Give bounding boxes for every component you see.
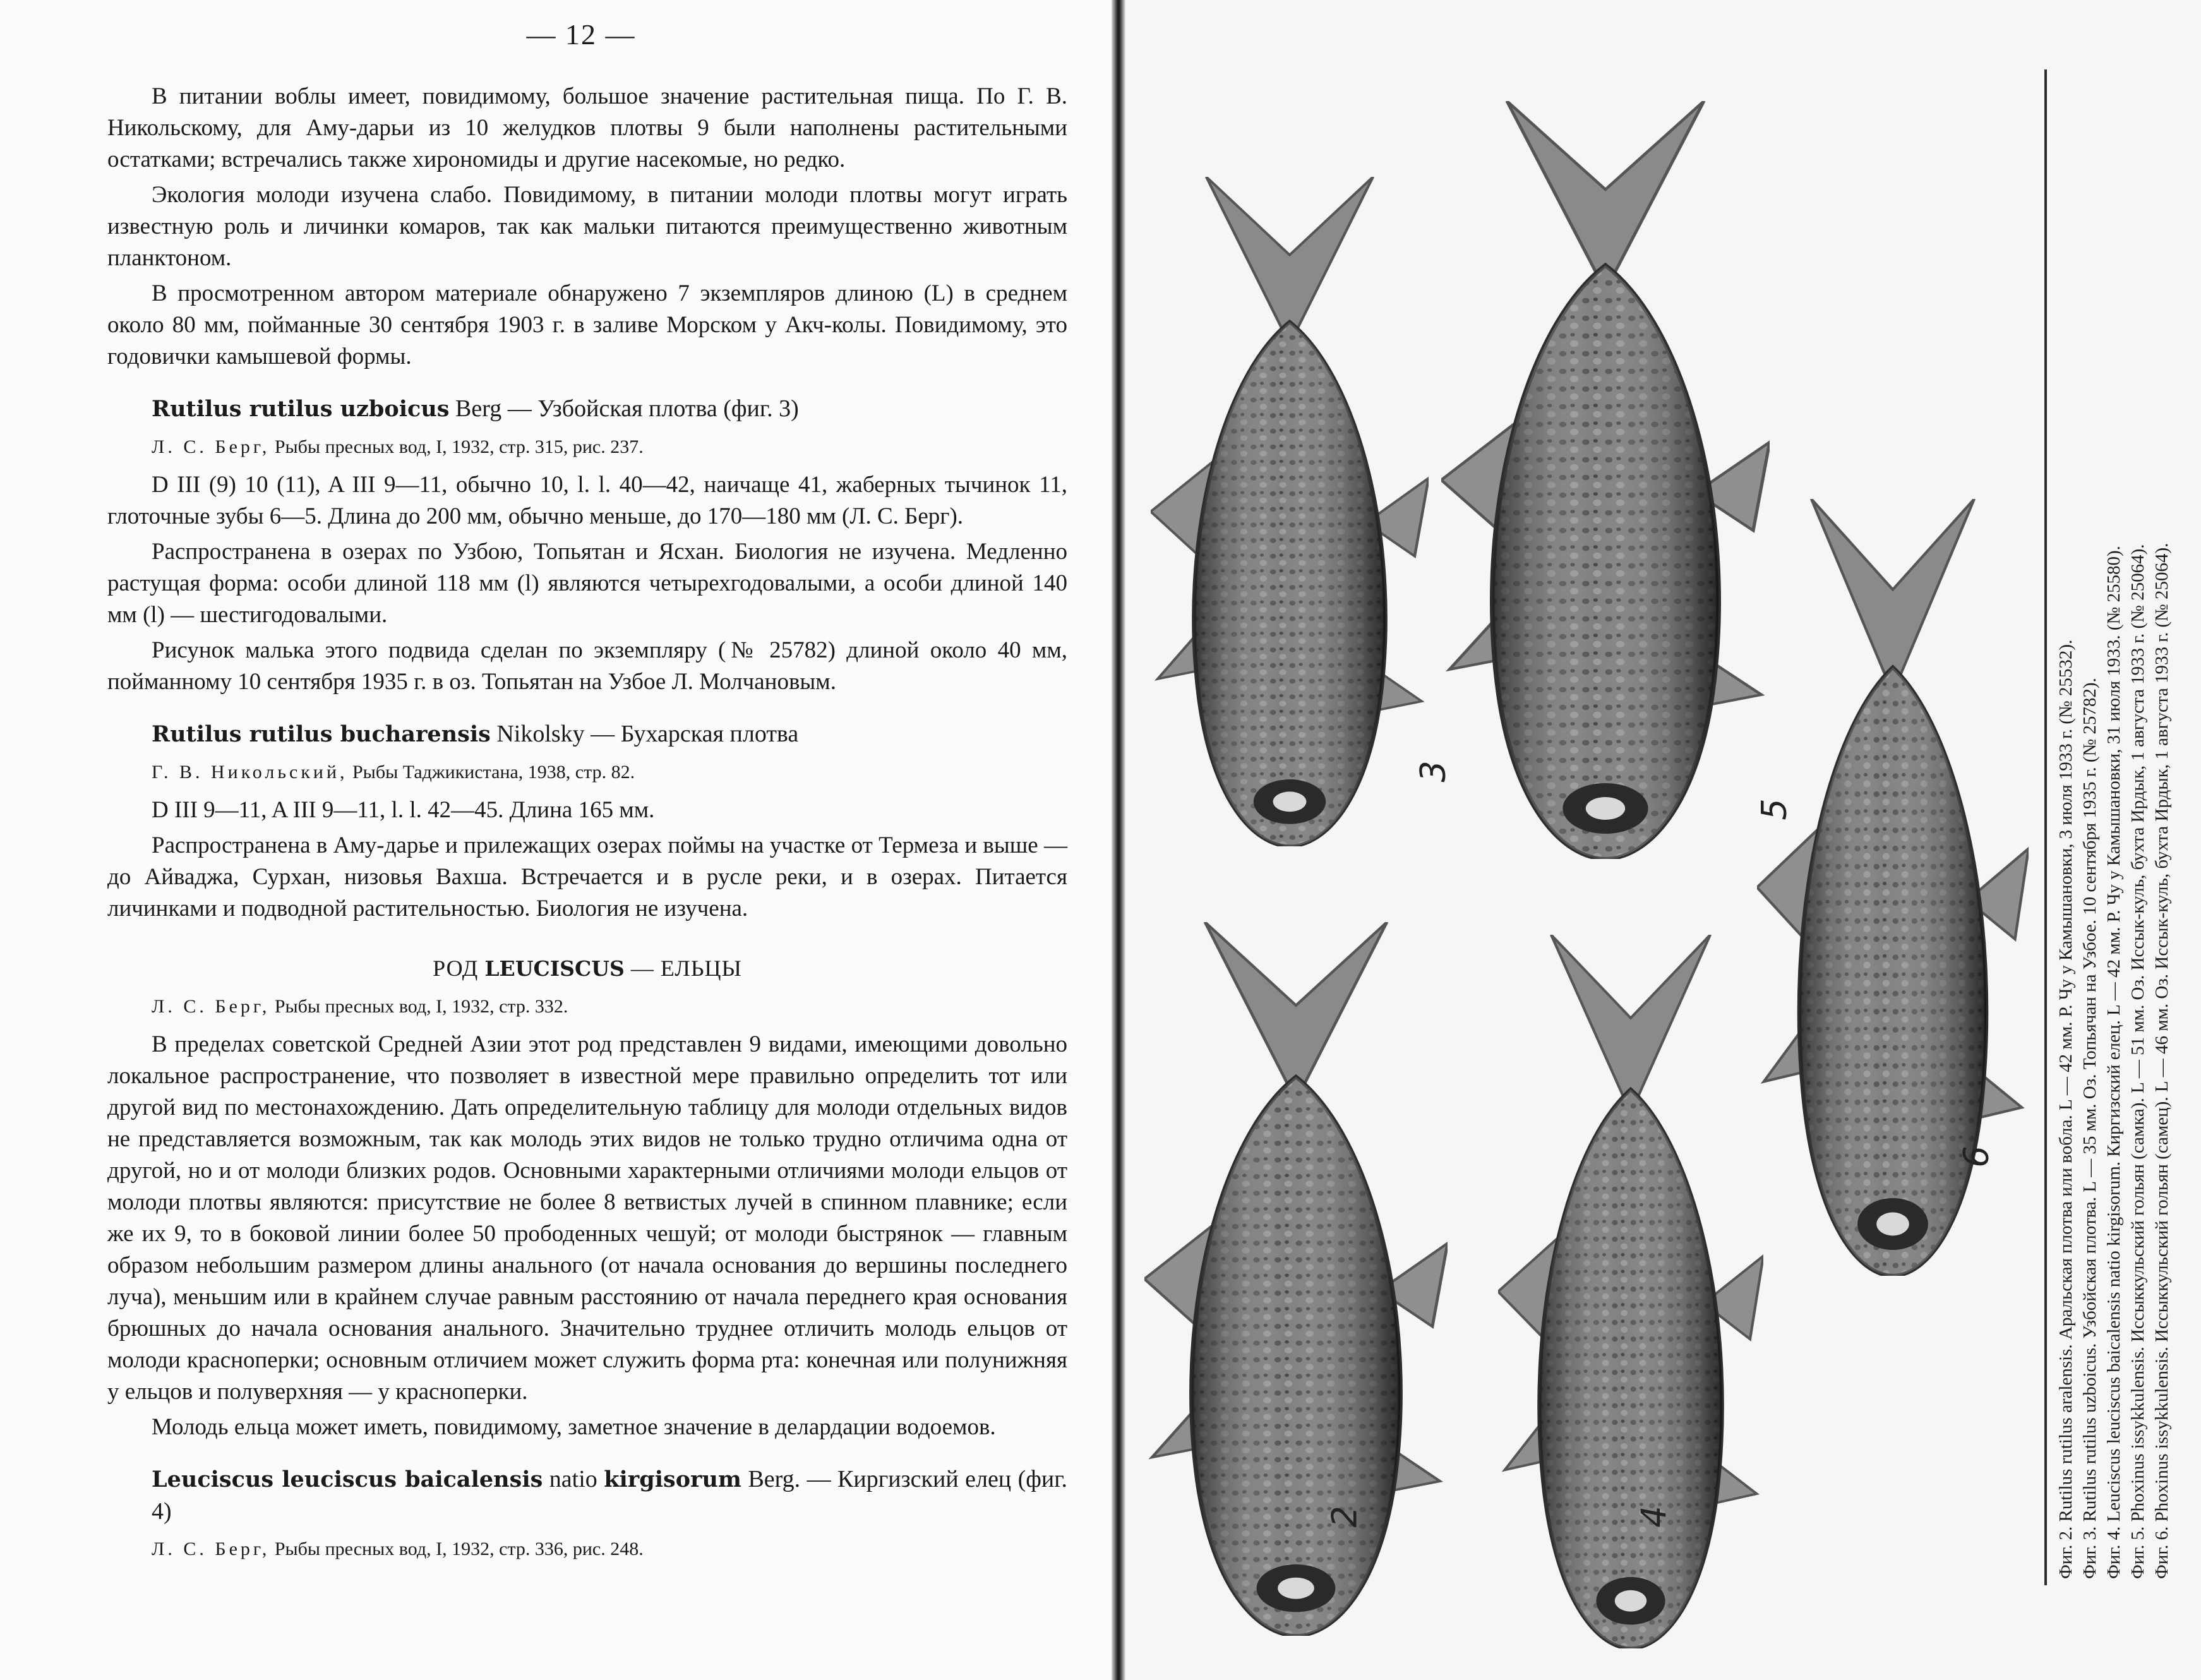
caption-fig-6: Фиг. 6. Phoxinus issykkulensis. Иссыккульский гольян (самец). L — 46 мм. Оз. Иссык-куль, бухта Ирдык, 1 августа 1933 г. (№ 25064). (2152, 543, 2172, 1579)
reference-source: Рыбы пресных вод, I, 1932, стр. 315, рис. 237. (270, 436, 644, 457)
caption-fig-3: Фиг. 3. Rutilus rutilus uzboicus. Узбойская плотва. L — 35 мм. Оз. Топьячан на Узбое. 10 сентября 1935 г. (№ 25782). (2080, 678, 2100, 1579)
paragraph-vobla-feeding: В питании воблы имеет, повидимому, большое значение растительная пища. По Г. В. Никольскому, для Аму-дарьи из 10 желудков плотвы 9 были наполнены растительными остатками; встречались также хирономиды и другие насекомые, но редко. (107, 83, 1067, 172)
figure-captions (2054, 101, 2199, 1579)
figure-number-6: 6 (1956, 1146, 1996, 1168)
paragraph-juvenile-ecology: Экология молоди изучена слабо. Повидимому, в питании молоди плотвы могут играть известную роль и личинки комаров, так как мальки питаются преимущественно животным планктоном. (107, 182, 1067, 271)
fish-figure-5 (1441, 101, 1770, 859)
species-natio-name: kirgisorum (604, 1467, 741, 1492)
paragraph-bucharensis-distribution: Распространена в Аму-дарье и прилежащих озерах поймы на участке от Термеза и выше — до Айваджа, Сурхан, низовья Вахша. Встречается и в русле реки, и в озерах. Питается личинками и подводной растительностью. Биология не изучена. (107, 832, 1067, 921)
species-name: Rutilus rutilus bucharensis (152, 721, 491, 747)
genus-prefix: РОД (433, 956, 485, 981)
species-common-name: — Киргизский елец (фиг. 4) (152, 1466, 1068, 1525)
fish-figure-2 (1144, 922, 1448, 1636)
page-number: — 12 — (526, 18, 636, 51)
genus-common-name: — ЕЛЬЦЫ (624, 956, 742, 981)
book-binding (1112, 0, 1125, 1680)
reference-author: Л. С. Берг, (152, 996, 270, 1017)
paragraph-uzboicus-distribution: Распространена в озерах по Узбою, Топьятан и Ясхан. Биология не изучена. Медленно растущая форма: особи длиной 118 мм (l) являются четырехгодовалыми, а особи длиной 140 мм (l) — шестигодовалыми. (107, 539, 1067, 628)
fish-figure-plate (1125, 0, 2035, 1680)
paragraph-uzboicus-meristics: D III (9) 10 (11), A III 9—11, обычно 10, l. l. 40—42, наичаще 41, жаберных тычинок 11, глоточные зубы 6—5. Длина до 200 мм, обычно меньше, до 170—180 мм (Л. С. Берг). (107, 472, 1067, 529)
fish-figure-3 (1151, 177, 1429, 846)
reference-baicalensis (152, 1536, 1067, 1563)
figure-number-5: 5 (1754, 798, 1794, 820)
reference-author: Г. В. Никольский, (152, 762, 348, 783)
reference-author: Л. С. Берг, (152, 1539, 270, 1559)
species-common-name: — Узбойская плотва (фиг. 3) (501, 395, 799, 422)
paragraph-genus-description: В пределах советской Средней Азии этот род представлен 9 видами, имеющими довольно локальное распространение, что позволяет в известной мере правильно определить тот или другой вид по местонахождению. Дать определительную таблицу для молоди отдельных видов не представляется возможным, так как молодь этих видов не только трудно отличима одна от другой, но и от молоди близких родов. Основными характерными отличиями молоди ельцов от молоди плотвы являются: присутствие не более 8 ветвистых лучей в спинном плавнике; если же их 9, то в боковой линии более 50 прободенных чешуй; от молоди быстрянок — главным образом небольшим размером длины анального (от начала основания до вершины последнего луча), меньшим или в крайнем случае равным расстоянию от начала переднего края основания брюшных до начала основания анального. Значительно труднее отличить молодь ельцов от молоди красноперки; основным отличием может служить форма рта: конечная или полунижняя у ельцов и полуверхняя — у красноперки. (107, 1031, 1067, 1405)
reference-source: Рыбы пресных вод, I, 1932, стр. 332. (270, 996, 568, 1017)
figure-number-2: 2 (1324, 1506, 1365, 1528)
species-heading-uzboicus (152, 393, 1067, 425)
species-heading-baicalensis (152, 1463, 1067, 1527)
reference-bucharensis (152, 759, 1067, 786)
paragraph-bucharensis-meristics: D III 9—11, A III 9—11, l. l. 42—45. Длина 165 мм. (152, 797, 655, 823)
species-name: Rutilus rutilus uzboicus (152, 396, 450, 422)
caption-fig-4: Фиг. 4. Leuciscus leuciscus baicalensis natio kirgisorum. Киргизский елец. L — 42 мм. Р. Чу у Камышановки, 31 июля 1933. (№ 25580). (2104, 546, 2124, 1579)
figure-number-4: 4 (1634, 1506, 1674, 1528)
paragraph-uzboicus-drawing: Рисунок малька этого подвида сделан по экземпляру (№ 25782) длиной около 40 мм, пойманному 10 сентября 1935 г. в оз. Топьятан на Узбое Л. Молчановым. (107, 637, 1067, 695)
species-author: Nikolsky (496, 721, 585, 747)
reference-author: Л. С. Берг, (152, 436, 270, 457)
species-heading-bucharensis (152, 718, 1067, 750)
species-natio: natio (543, 1466, 604, 1492)
species-common-name: — Бухарская плотва (584, 721, 799, 747)
figure-number-3: 3 (1413, 760, 1453, 783)
right-page (1125, 0, 2201, 1680)
genus-name: LEUCISCUS (484, 956, 625, 981)
caption-fig-5: Фиг. 5. Phoxinus issykkulensis. Иссыккульский гольян (самка). L — 51 мм. Оз. Иссык-куль, бухта Ирдык, 1 августа 1933 г. (№ 25064). (2128, 544, 2148, 1579)
species-author: Berg (455, 395, 502, 422)
species-name: Leuciscus leuciscus baicalensis (152, 1467, 543, 1492)
fish-figure-4 (1498, 935, 1763, 1648)
species-author: Berg. (748, 1466, 801, 1492)
reference-uzboicus (152, 434, 1067, 460)
reference-source: Рыбы пресных вод, I, 1932, стр. 336, рис. 248. (270, 1539, 644, 1559)
reference-genus (152, 993, 1067, 1020)
left-text-column (107, 81, 1067, 1571)
paragraph-material: В просмотренном автором материале обнаружено 7 экземпляров длиною (L) в среднем около 80 мм, пойманные 30 сентября 1903 г. в заливе Морском у Акч-колы. Повидимому, это годовички камышевой формы. (107, 280, 1067, 369)
caption-fig-2: Фиг. 2. Rutilus rutilus aralensis. Аральская плотва или вобла. L — 42 мм. Р. Чу у Камышановки, 3 июля 1933 г. (№ 25532). (2056, 639, 2076, 1579)
genus-heading (107, 952, 1067, 985)
paragraph-genus-importance: Молодь ельца может иметь, повидимому, заметное значение в делардации водоемов. (152, 1414, 996, 1440)
caption-rule (2044, 69, 2047, 1585)
reference-source: Рыбы Таджикистана, 1938, стр. 82. (347, 762, 635, 783)
